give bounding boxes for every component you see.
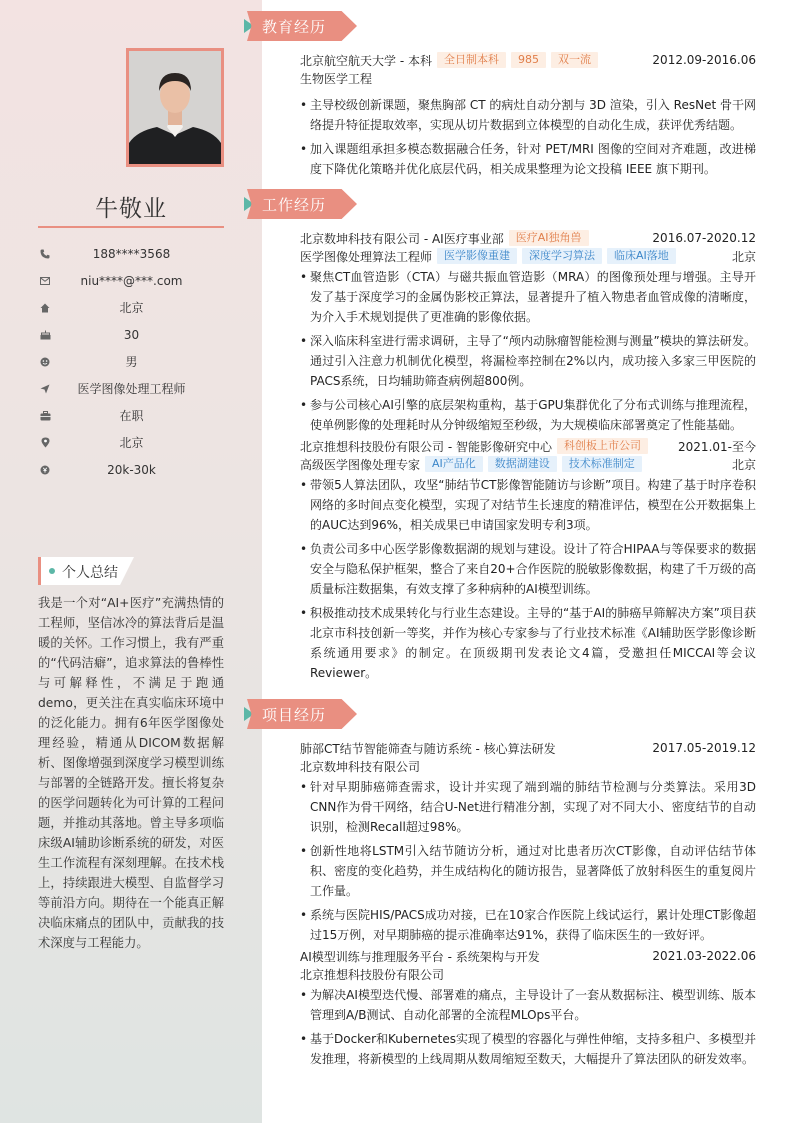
- project-entry: [300, 947, 756, 1073]
- cake-icon: [39, 329, 51, 341]
- list-item: • 带领5人算法团队，攻坚“肺结节CT影像智能随访与诊断”项目。构建了基于时序卷积网络的多时间点变化模型，实现了对结节生长速度的精准评估，模型在公开数据集上的AUC达到96%，相关成果已申请国家发明专利3项。: [300, 475, 756, 535]
- info-location: 北京: [38, 429, 224, 456]
- salary-icon: [39, 464, 51, 476]
- section-work: 工作经历: [244, 189, 358, 219]
- project-date: 2017.05-2019.12: [652, 741, 756, 755]
- school-tag: 全日制本科: [437, 52, 506, 68]
- list-item: • 深入临床科室进行需求调研，主导了“颅内动脉瘤智能检测与测量”模块的算法研发。通过引入注意力机制优化模型，将漏检率控制在2%以内，成功接入多家三甲医院的PACS系统，日均辅助筛查病例超800例。: [300, 331, 756, 391]
- section-education: 教育经历: [244, 11, 358, 41]
- job-title: 医学图像处理算法工程师: [300, 249, 433, 264]
- school-tag: 985: [511, 52, 546, 68]
- list-item: • 系统与医院HIS/PACS成功对接，已在10家合作医院上线试运行，累计处理CT影像超过15万例，对早期肺癌的提示准确率达91%，获得了临床医生的一致好评。: [300, 905, 756, 945]
- send-icon: [39, 383, 51, 395]
- info-email: niu****@***.com: [38, 267, 224, 294]
- education-entry: [300, 51, 756, 183]
- list-item: • 参与公司核心AI引擎的底层架构重构，基于GPU集群优化了分布式训练与推理流程，使单例影像的处理耗时从分钟级缩短至秒级，为大规模临床部署奠定了性能基础。: [300, 395, 756, 435]
- project-date: 2021.03-2022.06: [652, 949, 756, 963]
- skill-tag: 临床AI落地: [607, 248, 676, 264]
- skill-tag: 技术标准制定: [562, 456, 642, 472]
- list-item: • 创新性地将LSTM引入结节随访分析，通过对比患者历次CT影像，自动评估结节体积、密度的变化趋势，并生成结构化的随访报告，显著降低了放射科医生的重复阅片工作量。: [300, 841, 756, 901]
- project-org: 北京数坤科技有限公司: [300, 759, 421, 774]
- info-status: 在职: [38, 402, 224, 429]
- info-position: 医学图像处理工程师: [38, 375, 224, 402]
- location-icon: [39, 437, 51, 449]
- project-name: 肺部CT结节智能筛查与随访系统 - 核心算法研发: [300, 741, 556, 756]
- list-item: • 为解决AI模型迭代慢、部署难的痛点，主导设计了一套从数据标注、模型训练、版本管理到A/B测试、自动化部署的全流程MLOps平台。: [300, 985, 756, 1025]
- project-name: AI模型训练与推理服务平台 - 系统架构与开发: [300, 949, 540, 964]
- list-item: • 加入课题组承担多模态数据融合任务，针对 PET/MRI 图像的空间对齐难题，改进梯度下降优化策略并优化底层代码，相关成果整理为论文投稿 IEEE 旗下期刊。: [300, 139, 756, 179]
- list-item: • 聚焦CT血管造影（CTA）与磁共振血管造影（MRA）的图像预处理与增强。主导开发了基于深度学习的金属伪影校正算法，显著提升了植入物患者血管成像的清晰度，为介入手术规划提供了更准确的影像依据。: [300, 267, 756, 327]
- summary-heading: 个人总结: [38, 557, 134, 585]
- company-name: 北京数坤科技有限公司 - AI医疗事业部: [300, 231, 504, 246]
- company-tag: 医疗AI独角兽: [509, 230, 589, 246]
- work-city: 北京: [731, 457, 756, 472]
- work-date: 2021.01-至今: [678, 439, 756, 454]
- school-name: 北京航空航天大学 - 本科: [300, 53, 432, 68]
- gender-icon: [39, 356, 51, 368]
- school-tag: 双一流: [551, 52, 598, 68]
- name-divider: [38, 226, 224, 228]
- info-phone: 188****3568: [38, 240, 224, 267]
- phone-icon: [39, 248, 51, 260]
- work-entry: [300, 437, 756, 687]
- summary-text: 我是一个对“AI+医疗”充满热情的工程师，坚信冰冷的算法背后是温暖的关怀。工作习惯上，我有严重的“代码洁癖”，追求算法的鲁棒性与可解释性，不满足于跑通demo，更关注在真实临床环境中的泛化能力。拥有6年医学图像处理经验，精通从DICOM数据解析、图像增强到深度学习模型训练与部署的全链路开发。擅长将复杂的医学问题转化为可计算的工程问题，并推动其落地。曾主导多项临床级AI辅助诊断系统的研发，对医生工作流程有深刻理解。在技术栈上，持续跟进大模型、自监督学习等前沿方向。期待在一个能真正解决临床痛点的团队中，贡献我的技术深度与工程能力。: [38, 596, 224, 950]
- work-date: 2016.07-2020.12: [652, 231, 756, 245]
- info-home: 北京: [38, 294, 224, 321]
- education-date: 2012.09-2016.06: [652, 53, 756, 67]
- profile-photo: [126, 48, 224, 167]
- skill-tag: 深度学习算法: [522, 248, 602, 264]
- work-city: 北京: [731, 249, 756, 264]
- info-salary: 20k-30k: [38, 456, 224, 483]
- info-gender: 男: [38, 348, 224, 375]
- home-icon: [39, 302, 51, 314]
- project-entry: [300, 739, 756, 949]
- skill-tag: 医学影像重建: [437, 248, 517, 264]
- company-tag: 科创板上市公司: [557, 438, 648, 454]
- work-entry: [300, 229, 756, 439]
- candidate-name: 牛敬业: [95, 196, 167, 222]
- major: 生物医学工程: [300, 71, 373, 86]
- briefcase-icon: [39, 410, 51, 422]
- list-item: • 针对早期肺癌筛查需求，设计并实现了端到端的肺结节检测与分类算法。采用3D CNN作为骨干网络，结合U-Net进行精准分割，实现了对不同大小、密度结节的自动识别，检测Recall超过98%。: [300, 777, 756, 837]
- company-name: 北京推想科技股份有限公司 - 智能影像研究中心: [300, 439, 552, 454]
- section-projects: 项目经历: [244, 699, 358, 729]
- project-org: 北京推想科技股份有限公司: [300, 967, 445, 982]
- email-icon: [39, 275, 51, 287]
- contact-info: [38, 240, 224, 483]
- list-item: • 积极推动技术成果转化与行业生态建设。主导的“基于AI的肺癌早筛解决方案”项目获北京市科技创新一等奖，并作为核心专家参与了行业技术标准《AI辅助医学影像诊断系统通用要求》的制定。在顶级期刊发表论文4篇，受邀担任MICCAI等会议Reviewer。: [300, 603, 756, 683]
- job-title: 高级医学图像处理专家: [300, 457, 421, 472]
- list-item: • 主导校级创新课题，聚焦胸部 CT 的病灶自动分割与 3D 渲染，引入 ResNet 骨干网络提升特征提取效率，实现从切片数据到立体模型的自动化生成，获评优秀结题。: [300, 95, 756, 135]
- skill-tag: AI产品化: [425, 456, 483, 472]
- skill-tag: 数据湖建设: [488, 456, 557, 472]
- list-item: • 负责公司多中心医学影像数据湖的规划与建设。设计了符合HIPAA与等保要求的数据安全与隐私保护框架，整合了来自20+合作医院的脱敏影像数据，构建了千万级的高质量标注数据集，有效支撑了多种病种的AI模型训练。: [300, 539, 756, 599]
- info-age: 30: [38, 321, 224, 348]
- list-item: • 基于Docker和Kubernetes实现了模型的容器化与弹性伸缩，支持多租户、多模型并发推理，将新模型的上线周期从数周缩短至数天，大幅提升了算法团队的研发效率。: [300, 1029, 756, 1069]
